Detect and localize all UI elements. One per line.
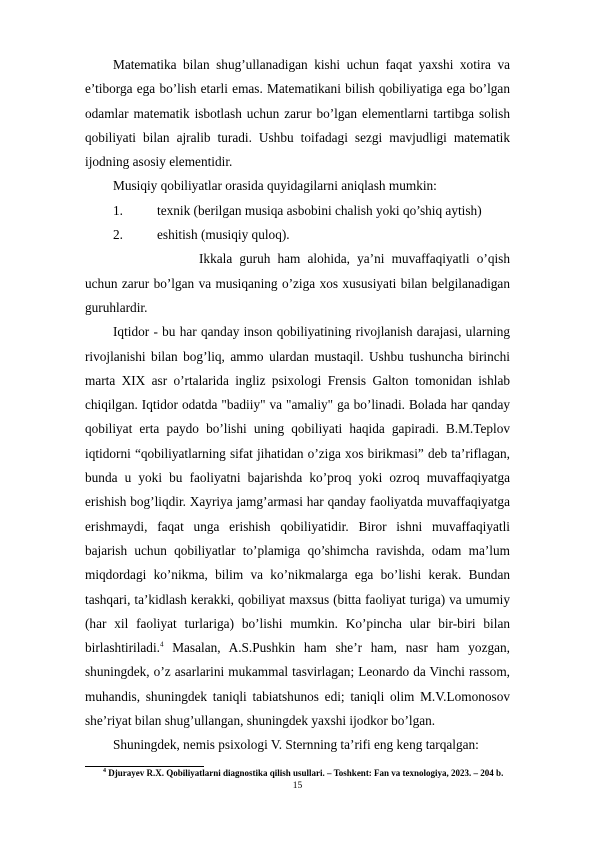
list-item (85, 223, 510, 247)
paragraph-talent-text-1: Iqtidor - bu har qanday inson qobiliyatining rivojlanish darajasi, ularning rivojlanishi bilan bog’liq, ammo ulardan mustaqil. Ushbu tushuncha birinchi marta XIX asr o’rtalarida ingliz psixologi Frensis Galton tomonidan ishlab chiqilgan. Iqtidor odatda "badiiy" va "amaliy" ga bo’linadi. Bolada har qanday qobiliyat erta paydo bo’lishi uning qobiliyati haqida gapiradi. B.M.Teplov iqtidorni “qobiliyatlarning sifat jihatidan o’ziga xos birikmasi” deb ta’riflagan, bunda u yoki bu faoliyatni bajarishda ko’proq yoki ozroq muvaffaqiyatga erishish bog’liqdir. Xayriya jamg’armasi har qanday faoliyatda muvaffaqiyatga erishmaydi, faqat unga erishish qobiliyatidir. Biror ishni muvaffaqiyatli bajarish uchun qobiliyatlar to’plamiga qo’shimcha ravishda, odam ma’lum miqdordagi ko’nikma, bilim va ko’nikmalarga ega bo’lishi kerak. Bundan tashqari, ta’kidlash kerakki, qobiliyat maxsus (bitta faoliyat turiga) va umumiy (har xil faoliyat turlariga) bo’lishi mumkin. Ko’pincha ular bir-biri bilan birlashtiriladi. (85, 324, 510, 656)
list-item-text: eshitish (musiqiy quloq). (157, 227, 290, 243)
footnote-text: Djurayev R.X. Qobiliyatlarni diagnostika qilish usullari. – Toshkent: Fan va texnologiya, 2023. – 204 b. (106, 768, 504, 778)
footnote-reference[interactable]: 4 (159, 640, 164, 649)
paragraph-groups: Ikkala guruh ham alohida, ya’ni muvaffaqiyatli o’qish uchun zarur bo’lgan va musiqaning o’ziga xos xususiyati bilan belgilanadigan guruhlardir. (85, 251, 510, 315)
list-item-number: 1. (113, 202, 123, 218)
paragraph-stern: Shuningdek, nemis psixologi V. Sternning ta’rifi eng keng tarqalgan: (113, 737, 479, 753)
footnote-marker: 4 (103, 768, 106, 774)
body-text (85, 53, 510, 758)
footnote-divider (85, 766, 204, 767)
footnote (103, 768, 523, 779)
paragraph-talent (85, 320, 510, 733)
list-item-text: texnik (berilgan musiqa asbobini chalish yoki qo’shiq aytish) (157, 202, 482, 218)
paragraph-talent-text-2: Masalan, A.S.Pushkin ham she’r ham, nasr ham yozgan, shuningdek, o’z asarlarini mukammal tasvirlagan; Leonardo da Vinchi rassom, muhandis, shuningdek taniqli tabiatshunos edi; taniqli olim M.V.Lomonosov she’riyat bilan shug’ullangan, shuningdek yaxshi ijodkor bo’lgan. (85, 640, 510, 729)
paragraph-music-intro: Musiqiy qobiliyatlar orasida quyidagilarni aniqlash mumkin: (113, 178, 437, 194)
page-number: 15 (292, 781, 303, 791)
paragraph-mathematics: Matematika bilan shug’ullanadigan kishi uchun faqat yaxshi xotira va e’tiborga ega bo’lish etarli emas. Matematikani bilish qobiliyatiga ega bo’lgan odamlar matematik isbotlash uchun zarur bo’lgan elementlarni tartibga solish qobiliyati bilan ajralib turadi. Ushbu toifadagi sezgi mavjudligi matematik ijodning asosiy elementidir. (85, 57, 510, 170)
list-item-number: 2. (113, 227, 123, 243)
list-item (85, 199, 510, 223)
